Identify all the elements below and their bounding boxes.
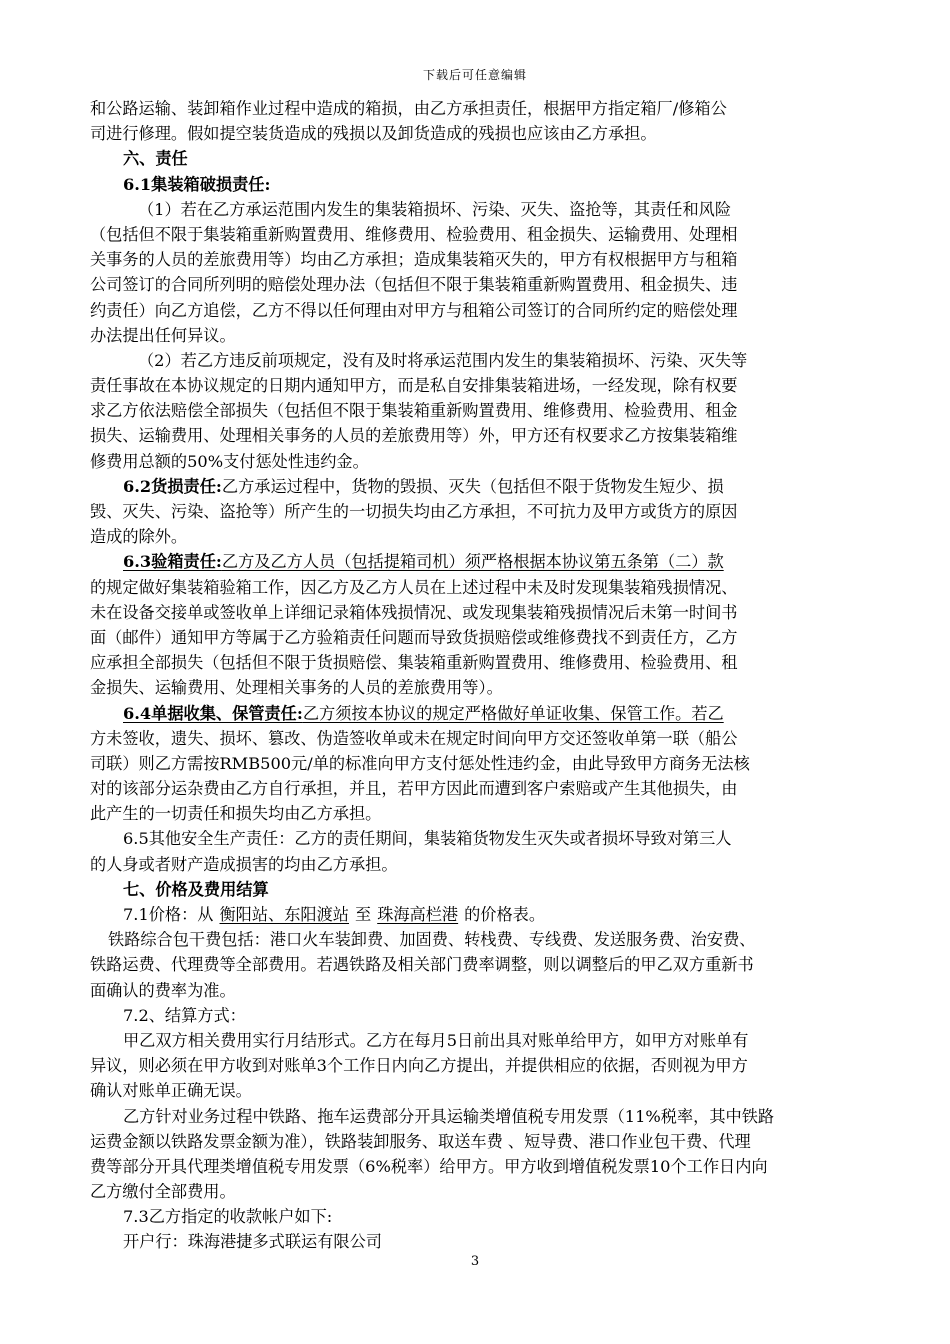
- text-line: 运费金额以铁路发票金额为准），铁路装卸服务、取送车费 、短导费、港口作业包干费、代理: [90, 1131, 751, 1151]
- text-line: 确认对账单正确无误。: [90, 1081, 252, 1101]
- text-line: 金损失、运输费用、处理相关事务的人员的差旅费用等）。: [90, 678, 503, 698]
- page-header-note: 下载后可任意编辑: [422, 68, 527, 82]
- text-line: 面确认的费率为准。: [90, 980, 236, 1000]
- subsection-heading-6-1: 6.1集装箱破损责任:: [123, 174, 271, 194]
- text-line: 乙方缴付全部费用。: [90, 1182, 236, 1202]
- origin-station-field: 衡阳站、东阳渡站: [219, 905, 349, 924]
- text-line: 乙方针对业务过程中铁路、拖车运费部分开具运输类增值税专用发票（11%税率，其中铁路: [123, 1106, 775, 1126]
- text-span: 乙方须按本协议的规定严格做好单证收集、保管工作。若乙: [302, 703, 724, 723]
- text-span: 乙方承运过程中，货物的毁损、灭失（包括但不限于货物发生短少、损: [221, 476, 724, 496]
- text-line: 应承担全部损失（包括但不限于货损赔偿、集装箱重新购置费用、维修费用、检验费用、租: [90, 653, 738, 673]
- text-line: 司联）则乙方需按RMB500元/单的标准向甲方支付惩处性违约金，由此导致甲方商务无法核: [90, 753, 750, 773]
- text-line: [90, 902, 902, 927]
- text-span: 乙方及乙方人员（包括提箱司机）须严格根据本协议第五条第（二）款: [221, 552, 724, 572]
- text-span: 7.1价格：从: [123, 905, 214, 924]
- subsection-heading-6-3: 6.3验箱责任:: [123, 552, 222, 572]
- text-line: 造成的除外。: [90, 527, 188, 547]
- text-line: 和公路运输、装卸箱作业过程中造成的箱损，由乙方承担责任，根据甲方指定箱厂/修箱公: [90, 99, 727, 118]
- text-line: 7.3乙方指定的收款帐户如下:: [123, 1207, 333, 1227]
- text-line: 异议，则必须在甲方收到对账单3个工作日内向乙方提出，并提供相应的依据，否则视为甲方: [90, 1056, 748, 1076]
- text-line: 公司签订的合同所列明的赔偿处理办法（包括但不限于集装箱重新购置费用、租金损失、违: [90, 275, 738, 295]
- text-line: 修费用总额的50%支付惩处性违约金。: [90, 451, 369, 471]
- destination-port-field: 珠海高栏港: [377, 905, 459, 924]
- text-line: （包括但不限于集装箱重新购置费用、维修费用、检验费用、租金损失、运输费用、处理相: [90, 224, 738, 244]
- text-line: 办法提出任何异议。: [90, 325, 236, 345]
- text-line: 面（邮件）通知甲方等属于乙方验箱责任问题而导致货损赔偿或维修费找不到责任方，乙方: [90, 627, 738, 647]
- section-heading-responsibility: 六、责任: [123, 149, 188, 169]
- text-line: 损失、运输费用、处理相关事务的人员的差旅费用等）外，甲方还有权要求乙方按集装箱维: [90, 426, 738, 446]
- text-line: [90, 549, 902, 574]
- text-line: 铁路运费、代理费等全部费用。若遇铁路及相关部门费率调整，则以调整后的甲乙双方重新书: [90, 955, 754, 975]
- text-line: （1）若在乙方承运范围内发生的集装箱损坏、污染、灭失、盗抢等，其责任和风险: [138, 199, 732, 219]
- section-heading-pricing: 七、价格及费用结算: [123, 879, 269, 899]
- text-line: 7.2、结算方式：: [123, 1005, 246, 1025]
- text-line: [90, 474, 902, 499]
- text-line: 责任事故在本协议规定的日期内通知甲方，而是私自安排集装箱进场，一经发现，除有权要: [90, 376, 738, 396]
- text-line: 求乙方依法赔偿全部损失（包括但不限于集装箱重新购置费用、维修费用、检验费用、租金: [90, 401, 738, 421]
- text-line: 关事务的人员的差旅费用等）均由乙方承担；造成集装箱灭失的，甲方有权根据甲方与租箱: [90, 250, 738, 270]
- text-line: 约责任）向乙方追偿，乙方不得以任何理由对甲方与租箱公司签订的合同所约定的赔偿处理: [90, 300, 738, 320]
- text-span: 至: [355, 905, 372, 924]
- text-line: （2）若乙方违反前项规定，没有及时将承运范围内发生的集装箱损坏、污染、灭失等: [138, 350, 748, 370]
- page-number: 3: [470, 1254, 480, 1269]
- text-line: 甲乙双方相关费用实行月结形式。乙方在每月5日前出具对账单给甲方，如甲方对账单有: [123, 1030, 749, 1050]
- subsection-heading-6-2: 6.2货损责任:: [123, 476, 222, 496]
- document-body: [90, 96, 902, 1255]
- text-line: 费等部分开具代理类增值税专用发票（6%税率）给甲方。甲方收到增值税发票10个工作日内向: [90, 1156, 768, 1176]
- text-line: 6.5其他安全生产责任：乙方的责任期间，集装箱货物发生灭失或者损坏导致对第三人: [123, 829, 732, 849]
- text-line: [90, 701, 902, 726]
- text-line: 的规定做好集装箱验箱工作，因乙方及乙方人员在上述过程中未及时发现集装箱残损情况、: [90, 577, 738, 597]
- subsection-heading-6-4: 6.4单据收集、保管责任:: [123, 703, 303, 723]
- text-line: 铁路综合包干费包括：港口火车装卸费、加固费、转栈费、专线费、发送服务费、治安费、: [108, 930, 756, 950]
- text-line: 毁、灭失、污染、盗抢等）所产生的一切损失均由乙方承担，不可抗力及甲方或货方的原因: [90, 502, 738, 521]
- text-line: 方未签收，遗失、损坏、篡改、伪造签收单或未在规定时间向甲方交还签收单第一联（船公: [90, 728, 738, 748]
- text-line: 未在设备交接单或签收单上详细记录箱体残损情况、或发现集装箱残损情况后未第一时间书: [90, 602, 738, 622]
- text-line: 的人身或者财产造成损害的均由乙方承担。: [90, 854, 398, 874]
- text-line: 开户行：珠海港捷多式联运有限公司: [123, 1232, 382, 1252]
- text-line: 此产生的一切责任和损失均由乙方承担。: [90, 804, 382, 824]
- text-line: 司进行修理。假如提空装货造成的残损以及卸货造成的残损也应该由乙方承担。: [90, 124, 657, 144]
- text-span: 的价格表。: [464, 905, 546, 924]
- text-line: 对的该部分运杂费由乙方自行承担，并且，若甲方因此而遭到客户索赔或产生其他损失，由: [90, 779, 738, 799]
